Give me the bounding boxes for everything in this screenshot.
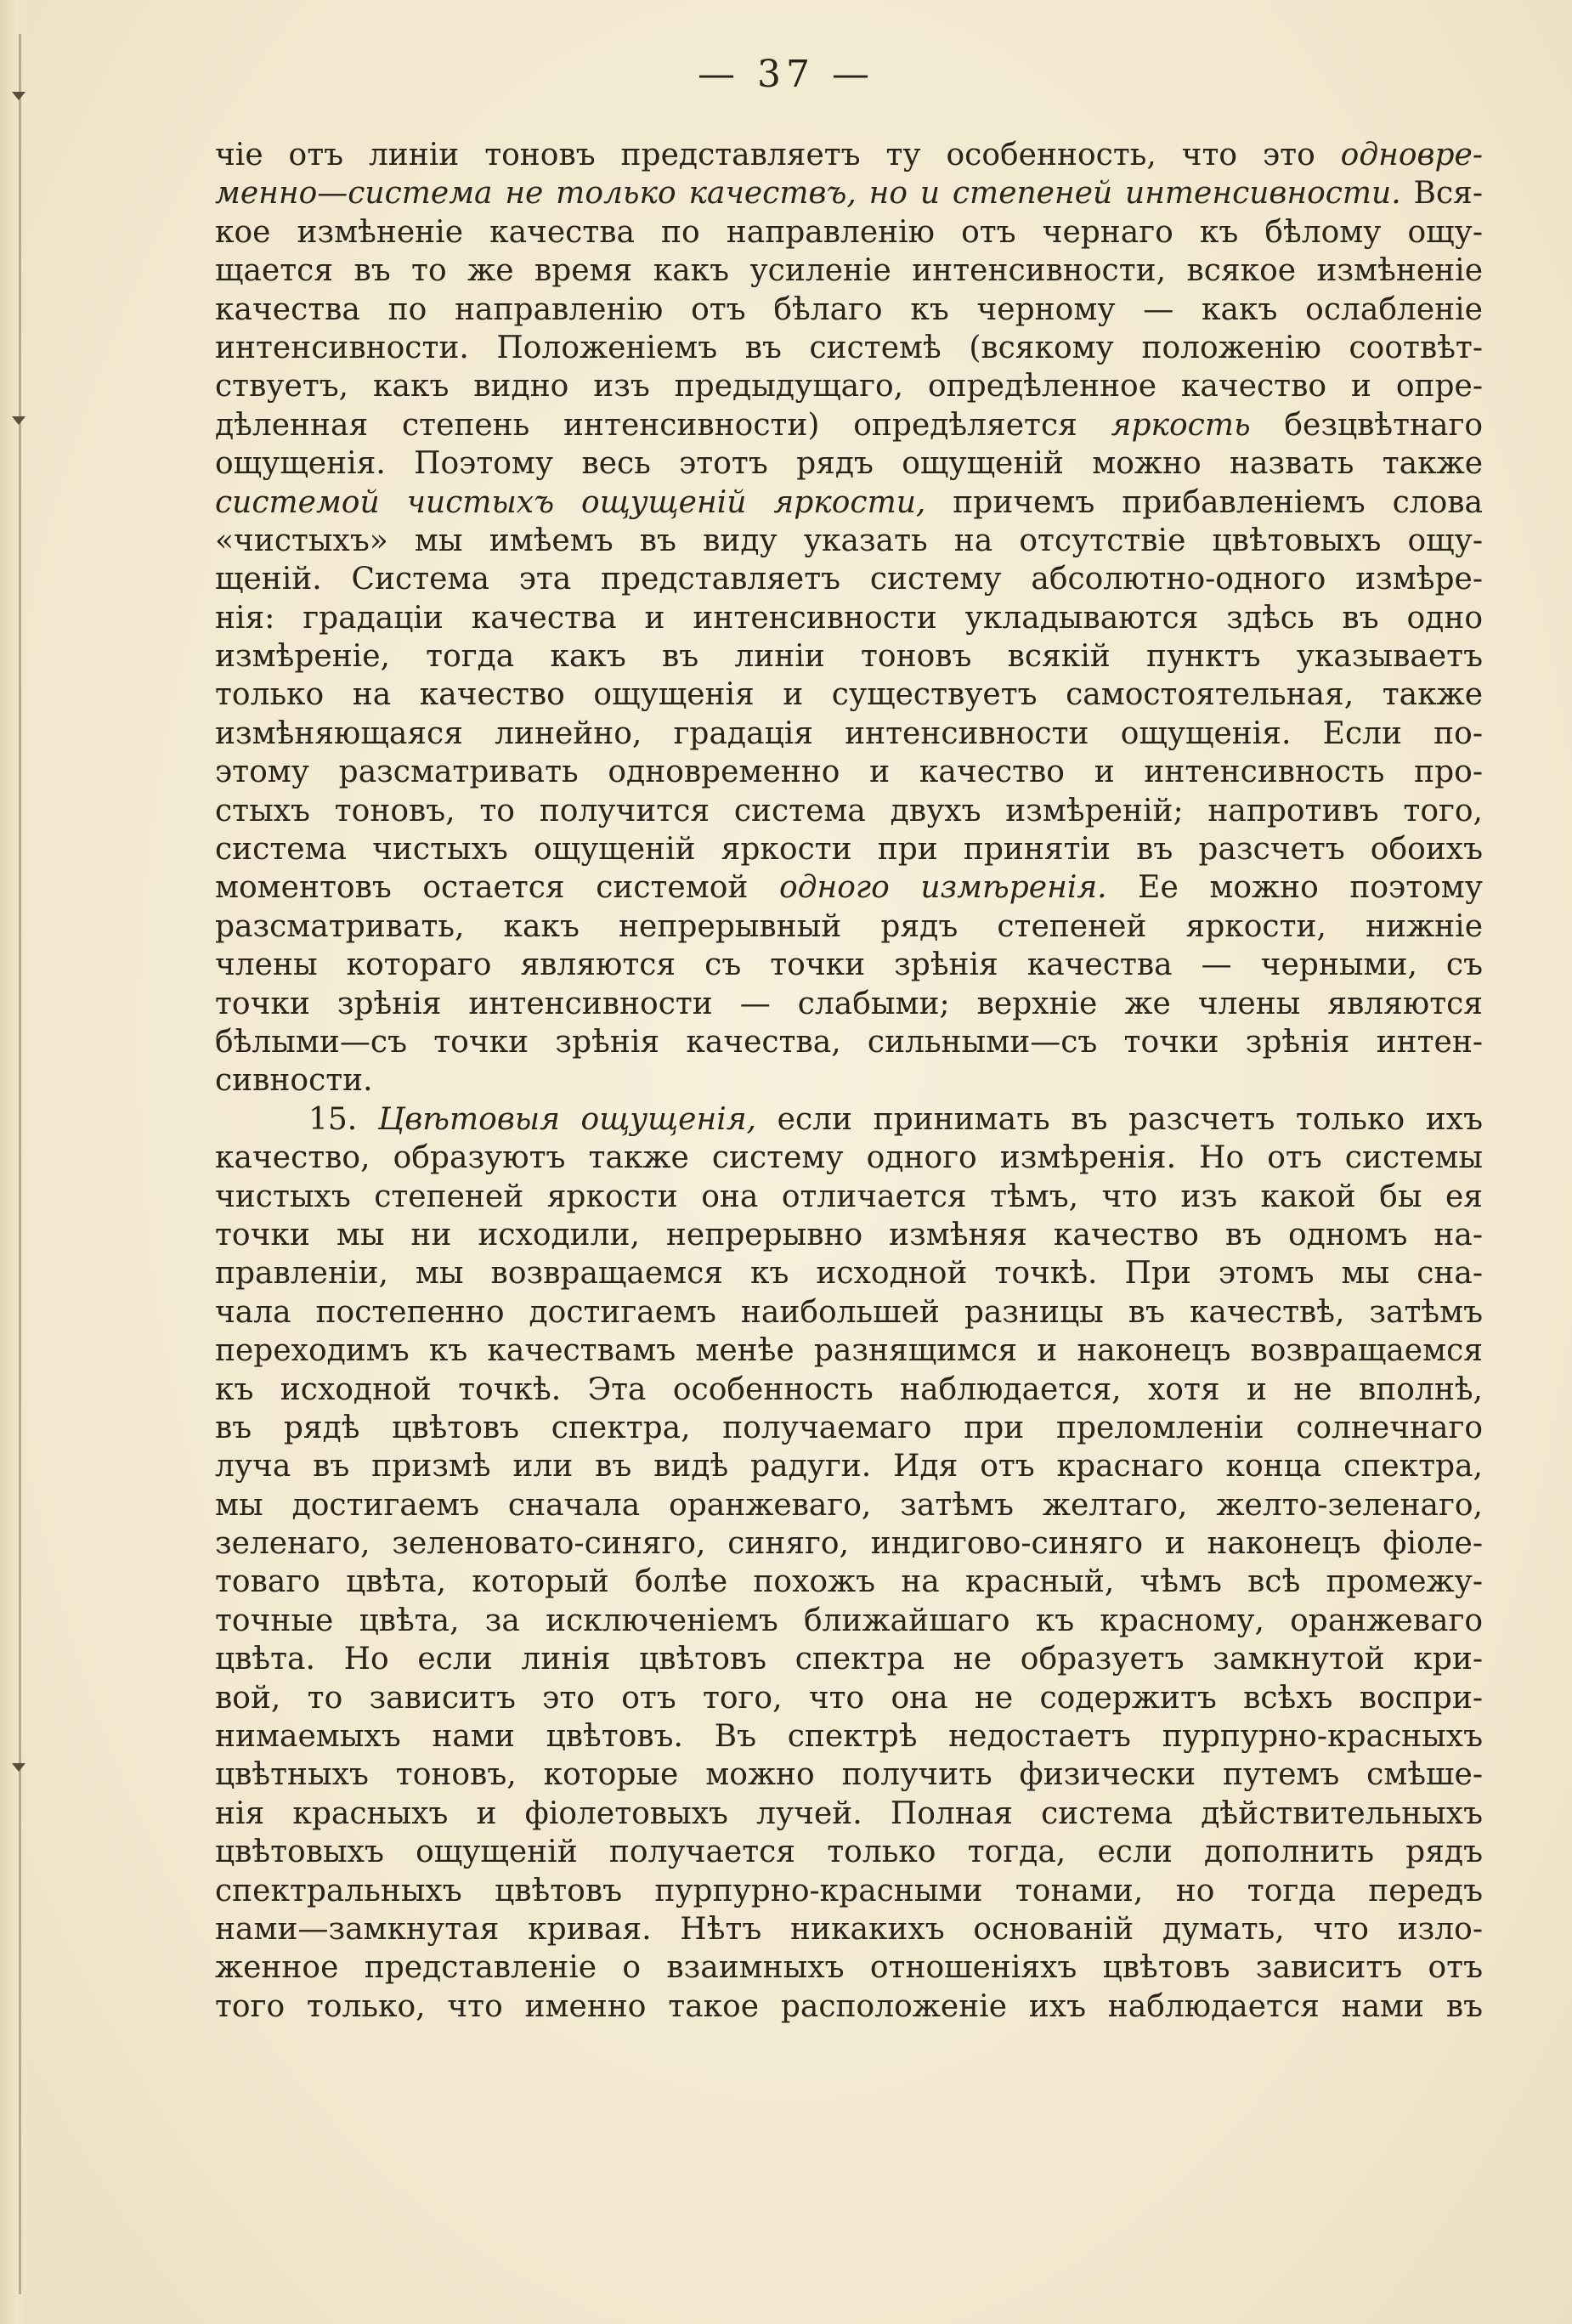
- text-line: [215, 1486, 1483, 1524]
- text-segment: чистыхъ степеней яркости она отличается тѣмъ, что изъ какой бы ея: [215, 1179, 1483, 1214]
- text-line: [215, 444, 1483, 483]
- text-segment: точки мы ни исходили, непрерывно измѣняя качество въ одномъ на-: [215, 1217, 1483, 1252]
- text-line: [215, 522, 1483, 560]
- text-segment: правленіи, мы возвращаемся къ исходной точкѣ. При этомъ мы сна-: [215, 1256, 1483, 1292]
- text-segment: стыхъ тоновъ, то получится система двухъ измѣреній; напротивъ того,: [215, 793, 1483, 828]
- text-segment: нами—замкнутая кривая. Нѣтъ никакихъ основаній думать, что изло-: [215, 1911, 1483, 1947]
- italic-text: одного измѣренія.: [779, 870, 1107, 906]
- text-segment: щеній. Система эта представляетъ систему абсолютно-одного измѣре-: [215, 562, 1483, 597]
- text-line: [215, 830, 1483, 868]
- text-segment: къ исходной точкѣ. Эта особенность наблюдается, хотя и не вполнѣ,: [215, 1371, 1483, 1407]
- text-segment: Вся-: [1400, 176, 1483, 212]
- text-line: [215, 1833, 1483, 1871]
- text-segment: спектральныхъ цвѣтовъ пурпурно-красными тонами, но тогда передъ: [215, 1873, 1483, 1908]
- text-line: [215, 946, 1483, 984]
- text-line: [215, 1948, 1483, 1987]
- text-line: [215, 1640, 1483, 1678]
- text-line: [215, 329, 1483, 367]
- text-segment: ствуетъ, какъ видно изъ предыдущаго, опредѣленное качество и опре-: [215, 369, 1483, 404]
- text-segment: товаго цвѣта, который болѣе похожъ на красный, чѣмъ всѣ промежу-: [215, 1564, 1483, 1600]
- text-segment: чала постепенно достигаемъ наибольшей разницы въ качествѣ, затѣмъ: [215, 1294, 1483, 1330]
- text-segment: цвѣта. Но если линія цвѣтовъ спектра не образуетъ замкнутой кри-: [215, 1642, 1483, 1677]
- text-segment: цвѣтовыхъ ощущеній получается только тогда, если дополнить рядъ: [215, 1835, 1483, 1870]
- body-text: [215, 136, 1483, 2026]
- text-line: [215, 1216, 1483, 1254]
- text-line: [215, 1023, 1483, 1061]
- text-segment: «чистыхъ» мы имѣемъ въ виду указать на отсутствіе цвѣтовыхъ ощу-: [215, 523, 1483, 558]
- italic-text: системой чистыхъ ощущеній яркости,: [215, 484, 926, 520]
- text-line: [215, 1563, 1483, 1601]
- text-line: [215, 676, 1483, 714]
- text-line: [215, 715, 1483, 753]
- binding-shadow: [0, 0, 29, 2324]
- text-segment: щается въ то же время какъ усиленіе интенсивности, всякое измѣненіе: [215, 253, 1483, 289]
- text-segment: женное представленіе о взаимныхъ отношеніяхъ цвѣтовъ зависитъ отъ: [215, 1950, 1483, 1986]
- text-segment: точки зрѣнія интенсивности — слабыми; верхніе же члены являются: [215, 986, 1483, 1021]
- text-line: [215, 1447, 1483, 1485]
- text-line: [215, 985, 1483, 1023]
- text-segment: этому разсматривать одновременно и качество и интенсивность про-: [215, 755, 1483, 790]
- text-segment: измѣреніе, тогда какъ въ линіи тоновъ всякій пунктъ указываетъ: [215, 639, 1483, 675]
- text-segment: разсматривать, какъ непрерывный рядъ степеней яркости, нижніе: [215, 908, 1483, 944]
- text-segment: точные цвѣта, за исключеніемъ ближайшаго къ красному, оранжеваго: [215, 1603, 1483, 1638]
- text-line: [215, 560, 1483, 598]
- text-line: [215, 483, 1483, 522]
- binding-rule: [19, 34, 21, 2294]
- text-line: [215, 1524, 1483, 1563]
- text-segment: зеленаго, зеленовато-синяго, синяго, индигово-синяго и наконецъ фіоле-: [215, 1526, 1483, 1562]
- text-segment: кое измѣненіе качества по направленію отъ чернаго къ бѣлому ощу-: [215, 214, 1483, 250]
- text-line: [215, 1910, 1483, 1948]
- text-segment: нія красныхъ и фіолетовыхъ лучей. Полная система дѣйствительныхъ: [215, 1795, 1483, 1831]
- text-segment: ощущенія. Поэтому весь этотъ рядъ ощущеній можно назвать также: [215, 446, 1483, 482]
- text-line: [215, 637, 1483, 676]
- text-segment: въ рядѣ цвѣтовъ спектра, получаемаго при преломленіи солнечнаго: [215, 1410, 1483, 1445]
- text-line: [215, 136, 1483, 174]
- text-segment: Ее можно поэтому: [1106, 870, 1483, 906]
- text-line: [215, 1795, 1483, 1833]
- text-segment: измѣняющаяся линейно, градація интенсивности ощущенія. Если по-: [215, 715, 1483, 751]
- text-segment: система чистыхъ ощущеній яркости при принятіи въ разсчетъ обоихъ: [215, 832, 1483, 868]
- text-line: [215, 1872, 1483, 1910]
- text-line: [215, 1332, 1483, 1370]
- italic-text: яркость: [1111, 407, 1251, 443]
- text-line: [215, 599, 1483, 637]
- text-segment: 15.: [308, 1101, 378, 1137]
- text-line: [215, 1679, 1483, 1717]
- text-line: [215, 213, 1483, 252]
- text-line: [215, 1100, 1483, 1139]
- text-line: [215, 1371, 1483, 1409]
- text-segment: луча въ призмѣ или въ видѣ радуги. Идя отъ краснаго конца спектра,: [215, 1449, 1483, 1484]
- text-segment: только на качество ощущенія и существуетъ самостоятельная, также: [215, 677, 1483, 713]
- text-line: [215, 1061, 1483, 1100]
- text-segment: члены котораго являются съ точки зрѣнія качества — черными, съ: [215, 947, 1483, 983]
- italic-text: одновре-: [1340, 138, 1483, 172]
- text-line: [215, 1602, 1483, 1640]
- text-segment: дѣленная степень интенсивности) опредѣляется: [215, 407, 1111, 443]
- text-segment: мы достигаемъ сначала оранжеваго, затѣмъ желтаго, желто-зеленаго,: [215, 1487, 1483, 1523]
- text-line: [215, 1139, 1483, 1177]
- text-line: [215, 792, 1483, 830]
- text-line: [215, 174, 1483, 212]
- text-segment: если принимать въ разсчетъ только ихъ: [756, 1101, 1483, 1137]
- page-number: — 37 —: [698, 53, 874, 96]
- text-segment: безцвѣтнаго: [1250, 407, 1483, 443]
- italic-text: менно—система не только качествъ, но и степеней интенсивности.: [215, 176, 1401, 212]
- text-line: [215, 252, 1483, 290]
- text-segment: чіе отъ линіи тоновъ представляетъ ту особенность, что это: [215, 138, 1341, 172]
- text-segment: нія: градаціи качества и интенсивности укладываются здѣсь въ одно: [215, 600, 1483, 636]
- text-line: [215, 868, 1483, 907]
- text-line: [215, 1293, 1483, 1332]
- text-segment: нимаемыхъ нами цвѣтовъ. Въ спектрѣ недостаетъ пурпурно-красныхъ: [215, 1719, 1483, 1755]
- text-segment: сивности.: [215, 1063, 373, 1099]
- text-line: [215, 1254, 1483, 1292]
- text-line: [215, 1717, 1483, 1756]
- text-line: [215, 291, 1483, 329]
- text-line: [215, 367, 1483, 405]
- text-segment: цвѣтныхъ тоновъ, которые можно получить физически путемъ смѣше-: [215, 1757, 1483, 1793]
- text-segment: причемъ прибавленіемъ слова: [925, 484, 1483, 520]
- text-segment: качества по направленію отъ бѣлаго къ черному — какъ ослабленіе: [215, 291, 1483, 327]
- text-line: [215, 908, 1483, 946]
- text-segment: вой, то зависитъ это отъ того, что она не содержитъ всѣхъ воспри-: [215, 1680, 1483, 1716]
- text-line: [215, 1178, 1483, 1216]
- text-line: [215, 1756, 1483, 1794]
- text-line: [215, 1988, 1483, 2026]
- text-line: [215, 1409, 1483, 1447]
- text-segment: интенсивности. Положеніемъ въ системѣ (всякому положенію соотвѣт-: [215, 330, 1483, 365]
- text-segment: бѣлыми—съ точки зрѣнія качества, сильными—съ точки зрѣнія интен-: [215, 1024, 1483, 1060]
- text-line: [215, 753, 1483, 791]
- text-line: [215, 406, 1483, 444]
- text-segment: того только, что именно такое расположеніе ихъ наблюдается нами въ: [215, 1988, 1483, 2024]
- italic-text: Цвѣтовыя ощущенія,: [377, 1101, 756, 1137]
- text-segment: переходимъ къ качествамъ менѣе разнящимся и наконецъ возвращаемся: [215, 1333, 1483, 1369]
- text-segment: моментовъ остается системой: [215, 870, 779, 906]
- text-segment: качество, образуютъ также систему одного измѣренія. Но отъ системы: [215, 1140, 1483, 1176]
